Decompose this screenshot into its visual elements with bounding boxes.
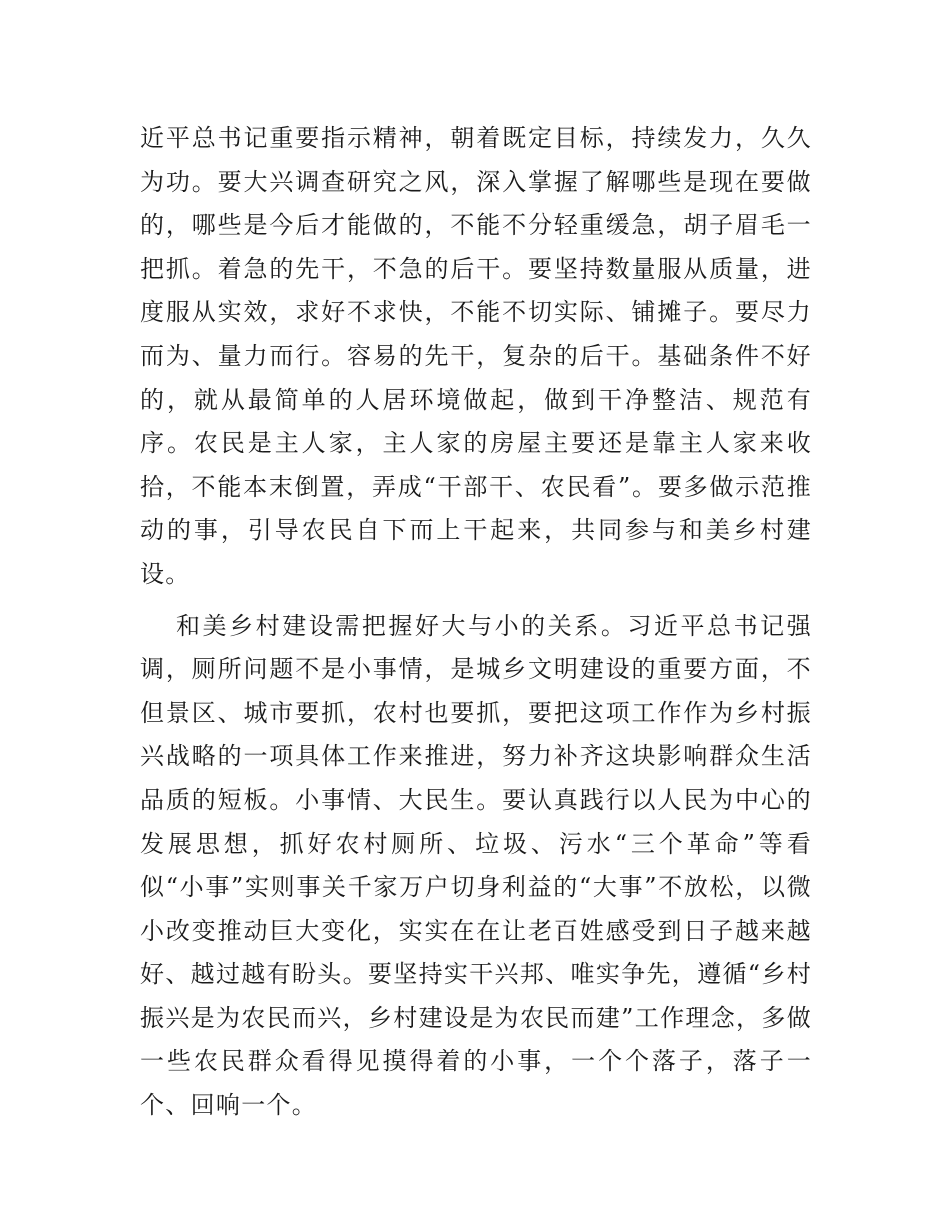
paragraph-continued: 近平总书记重要指示精神，朝着既定目标，持续发力，久久为功。要大兴调查研究之风，深入掌握了解哪些是现在要做的，哪些是今后才能做的，不能不分轻重缓急，胡子眉毛一把抓。着急的先干，不急的后干。要坚持数量服从质量，进度服从实效，求好不求快，不能不切实际、铺摊子。要尽力而为、量力而行。容易的先干，复杂的后干。基础条件不好的，就从最简单的人居环境做起，做到干净整洁、规范有序。农民是主人家，主人家的房屋主要还是靠主人家来收拾，不能本末倒置，弄成“干部干、农民看”。要多做示范推动的事，引导农民自下而上干起来，共同参与和美乡村建设。	[140, 124, 812, 588]
paragraph-toilet-revolution: 和美乡村建设需把握好大与小的关系。习近平总书记强调，厕所问题不是小事情，是城乡文明建设的重要方面，不但景区、城市要抓，农村也要抓，要把这项工作作为乡村振兴战略的一项具体工作来推进，努力补齐这块影响群众生活品质的短板。小事情、大民生。要认真践行以人民为中心的发展思想，抓好农村厕所、垃圾、污水“三个革命”等看似“小事”实则事关千家万户切身利益的“大事”不放松，以微小改变推动巨大变化，实实在在让老百姓感受到日子越来越好、越过越有盼头。要坚持实干兴邦、唯实争先，遵循“乡村振兴是为农民而兴，乡村建设是为农民而建”工作理念，多做一些农民群众看得见摸得着的小事，一个个落子，落子一个、回响一个。	[140, 611, 812, 1120]
document-body	[140, 117, 812, 1128]
